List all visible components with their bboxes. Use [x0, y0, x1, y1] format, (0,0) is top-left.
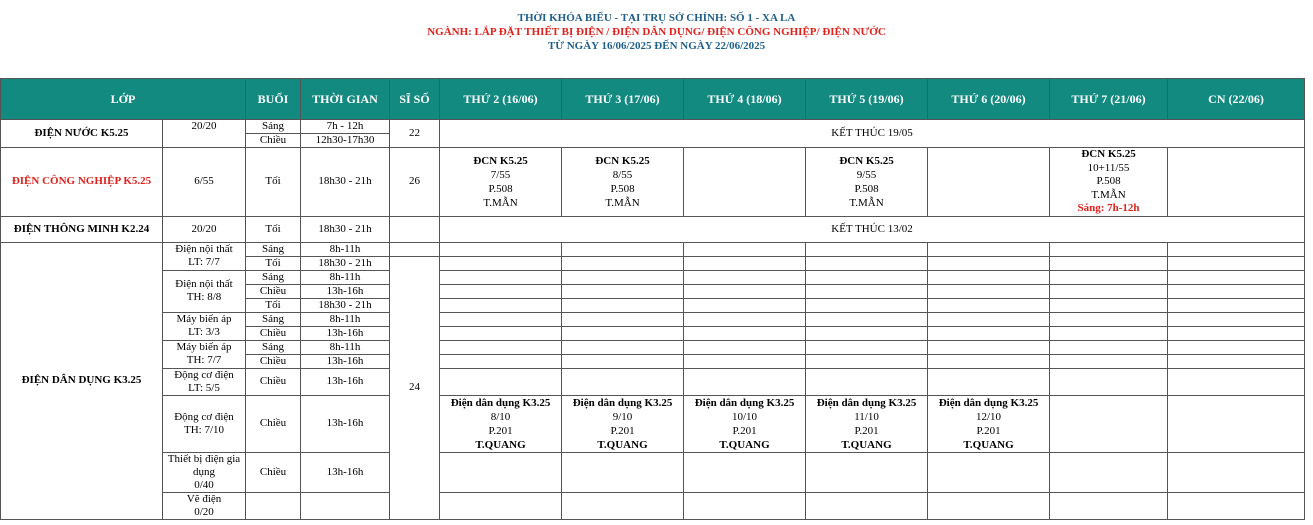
- class-name: ĐIỆN CÔNG NGHIỆP K5.25: [1, 148, 163, 217]
- lesson-progress: 11/10: [854, 410, 879, 423]
- lesson-room: P.508: [854, 182, 879, 195]
- empty-cell: [440, 284, 562, 298]
- module-progress: LT: 3/3: [188, 326, 220, 338]
- lesson-cell: [1050, 148, 1168, 217]
- empty-cell: [684, 340, 806, 354]
- module-name: Thiết bị điện gia: [167, 452, 241, 465]
- lesson-progress: 10/10: [731, 410, 758, 423]
- time: 8h-11h: [301, 340, 390, 354]
- class-name: ĐIỆN DÂN DỤNG K3.25: [1, 242, 163, 519]
- module-label: [163, 312, 246, 340]
- empty-cell: [562, 354, 684, 368]
- empty-cell: [1168, 326, 1305, 340]
- empty-cell: [928, 284, 1050, 298]
- module-progress: TH: 7/7: [186, 354, 222, 366]
- table-row: [1, 216, 1305, 242]
- col-thu-5: THỨ 5 (19/06): [806, 79, 928, 120]
- lesson-progress: 9/55: [856, 168, 877, 181]
- col-lop: LỚP: [1, 79, 246, 120]
- col-thoi-gian: THỜI GIAN: [301, 79, 390, 120]
- empty-cell: [1050, 452, 1168, 492]
- empty-cell: [928, 298, 1050, 312]
- lesson-cell: [562, 148, 684, 217]
- empty-cell: [1050, 270, 1168, 284]
- module-name: Điện nội thất: [175, 243, 233, 255]
- lesson-teacher: T.QUANG: [719, 438, 770, 451]
- empty-cell: [928, 312, 1050, 326]
- lesson-room: P.508: [488, 182, 513, 195]
- empty-cell: [1050, 395, 1168, 452]
- empty-cell: [1050, 354, 1168, 368]
- empty-cell: [1168, 395, 1305, 452]
- time: 18h30 - 21h: [301, 298, 390, 312]
- empty-cell: [562, 326, 684, 340]
- empty-cell: [806, 340, 928, 354]
- timetable: [0, 78, 1305, 520]
- session: Tối: [246, 256, 301, 270]
- empty-cell: [928, 340, 1050, 354]
- lesson-teacher: T.QUANG: [597, 438, 648, 451]
- empty-cell: [806, 326, 928, 340]
- class-name: ĐIỆN THÔNG MINH K2.24: [1, 216, 163, 242]
- time: 18h30 - 21h: [301, 148, 390, 217]
- empty-cell: [440, 340, 562, 354]
- lesson-teacher: T.MẪN: [605, 196, 640, 209]
- time: 18h30 - 21h: [301, 256, 390, 270]
- empty-cell: [1050, 312, 1168, 326]
- empty-cell: [684, 452, 806, 492]
- time: 8h-11h: [301, 242, 390, 256]
- empty-cell: [562, 312, 684, 326]
- empty-cell: [1168, 242, 1305, 256]
- col-thu-2: THỨ 2 (16/06): [440, 79, 562, 120]
- class-progress: 20/20: [163, 120, 246, 148]
- table-row: [1, 120, 1305, 134]
- enrollment: 26: [390, 148, 440, 217]
- time: 13h-16h: [301, 368, 390, 395]
- module-name: Máy biến áp: [176, 341, 232, 353]
- empty-cell: [1050, 242, 1168, 256]
- lesson-room: P.201: [854, 424, 879, 437]
- enrollment: 22: [390, 120, 440, 148]
- empty-cell: [1050, 298, 1168, 312]
- col-thu-4: THỨ 4 (18/06): [684, 79, 806, 120]
- empty-cell: [562, 242, 684, 256]
- empty-cell: [1050, 256, 1168, 270]
- lesson-teacher: T.QUANG: [475, 438, 526, 451]
- empty-cell: [440, 242, 562, 256]
- lesson-class: Điện dân dụng K3.25: [572, 396, 673, 409]
- lesson-class: Điện dân dụng K3.25: [450, 396, 551, 409]
- session: Tối: [246, 216, 301, 242]
- empty-cell: [440, 368, 562, 395]
- lesson-room: P.508: [610, 182, 635, 195]
- time: 8h-11h: [301, 270, 390, 284]
- session: Chiều: [246, 326, 301, 340]
- empty-cell: [684, 270, 806, 284]
- col-thu-6: THỨ 6 (20/06): [928, 79, 1050, 120]
- module-name: Động cơ điện: [174, 368, 234, 381]
- empty-cell: [1168, 298, 1305, 312]
- empty-cell: [562, 368, 684, 395]
- empty-cell: [440, 354, 562, 368]
- empty-cell: [440, 312, 562, 326]
- empty-cell: [1168, 452, 1305, 492]
- lesson-cell: [806, 148, 928, 217]
- module-label: [163, 452, 246, 492]
- session: Sáng: [246, 312, 301, 326]
- date-range: TỪ NGÀY 16/06/2025 ĐẾN NGÀY 22/06/2025: [547, 40, 766, 52]
- empty-cell: [562, 340, 684, 354]
- header-row: [1, 79, 1305, 120]
- empty-cell: [1050, 492, 1168, 519]
- empty-cell: [1050, 284, 1168, 298]
- time: [301, 492, 390, 519]
- empty-cell: [928, 492, 1050, 519]
- empty-cell: [928, 354, 1050, 368]
- time: 13h-16h: [301, 284, 390, 298]
- lesson-class: Điện dân dụng K3.25: [694, 396, 795, 409]
- module-progress: 0/20: [194, 505, 214, 518]
- empty-cell: [806, 298, 928, 312]
- table-row: [1, 368, 1305, 395]
- module-label: [163, 270, 246, 312]
- lesson-teacher: T.MẪN: [849, 196, 884, 209]
- lesson-progress: 8/10: [490, 410, 511, 423]
- empty-cell: [1168, 256, 1305, 270]
- empty-cell: [684, 492, 806, 519]
- time: 12h30-17h30: [301, 134, 390, 148]
- lesson-cell: [806, 395, 928, 452]
- session: Chiều: [246, 452, 301, 492]
- empty-cell: [1168, 148, 1305, 217]
- empty-cell: [440, 326, 562, 340]
- status-note: KẾT THÚC 13/02: [440, 216, 1305, 242]
- lesson-class: Điện dân dụng K3.25: [816, 396, 917, 409]
- lesson-class: ĐCN K5.25: [595, 154, 650, 167]
- lesson-cell: [684, 395, 806, 452]
- page-title: THỜI KHÓA BIỂU - TẠI TRỤ SỞ CHÍNH: SỐ 1 - XA LA: [517, 12, 796, 24]
- empty-cell: [562, 452, 684, 492]
- table-row: [1, 148, 1305, 217]
- session: Sáng: [246, 242, 301, 256]
- empty-cell: [1050, 340, 1168, 354]
- enrollment: 24: [390, 256, 440, 519]
- session: Chiều: [246, 354, 301, 368]
- lesson-progress: 8/55: [612, 168, 633, 181]
- session: Tối: [246, 298, 301, 312]
- lesson-extra-time: Sáng: 7h-12h: [1077, 202, 1140, 214]
- module-progress: 0/40: [194, 478, 214, 491]
- lesson-cell: [440, 395, 562, 452]
- module-progress: LT: 5/5: [188, 381, 220, 394]
- empty-cell: [1050, 368, 1168, 395]
- module-name: Điện nội thất: [175, 278, 233, 290]
- table-row: [1, 340, 1305, 354]
- empty-cell: [806, 284, 928, 298]
- lesson-room: P.201: [610, 424, 635, 437]
- lesson-class: Điện dân dụng K3.25: [938, 396, 1039, 409]
- empty-cell: [440, 270, 562, 284]
- empty-cell: [1168, 270, 1305, 284]
- lesson-room: P.508: [1096, 175, 1121, 187]
- empty-cell: [1168, 340, 1305, 354]
- class-progress: 20/20: [163, 216, 246, 242]
- empty-cell: [440, 298, 562, 312]
- table-row: [1, 270, 1305, 284]
- module-name-cont: dụng: [193, 465, 215, 478]
- empty-cell: [1168, 368, 1305, 395]
- empty-cell: [928, 452, 1050, 492]
- empty-cell: [928, 326, 1050, 340]
- status-note: KẾT THÚC 19/05: [440, 120, 1305, 148]
- major-title: NGÀNH: LẮP ĐẶT THIẾT BỊ ĐIỆN / ĐIỆN DÂN DỤNG/ ĐIỆN CÔNG NGHIỆP/ ĐIỆN NƯỚC: [427, 26, 886, 38]
- enrollment: [390, 242, 440, 256]
- empty-cell: [440, 256, 562, 270]
- lesson-room: P.201: [488, 424, 513, 437]
- col-buoi: BUỔI: [246, 79, 301, 120]
- session: Chiều: [246, 134, 301, 148]
- module-label: [163, 395, 246, 452]
- session: Chiều: [246, 368, 301, 395]
- empty-cell: [806, 270, 928, 284]
- module-name: Động cơ điện: [174, 410, 234, 423]
- session: Chiều: [246, 284, 301, 298]
- empty-cell: [684, 298, 806, 312]
- empty-cell: [562, 298, 684, 312]
- col-thu-7: THỨ 7 (21/06): [1050, 79, 1168, 120]
- time: 18h30 - 21h: [301, 216, 390, 242]
- lesson-progress: 9/10: [612, 410, 633, 423]
- table-row: [1, 312, 1305, 326]
- lesson-cell: [440, 148, 562, 217]
- module-label: [163, 492, 246, 519]
- empty-cell: [806, 452, 928, 492]
- lesson-class: ĐCN K5.25: [1081, 148, 1136, 160]
- session: [246, 492, 301, 519]
- empty-cell: [806, 242, 928, 256]
- module-label: [163, 242, 246, 270]
- session: Sáng: [246, 120, 301, 134]
- lesson-teacher: T.QUANG: [963, 438, 1014, 451]
- enrollment: [390, 216, 440, 242]
- lesson-teacher: T.QUANG: [841, 438, 892, 451]
- empty-cell: [928, 256, 1050, 270]
- lesson-class: ĐCN K5.25: [839, 154, 894, 167]
- col-cn: CN (22/06): [1168, 79, 1305, 120]
- lesson-progress: 7/55: [490, 168, 511, 181]
- col-si-so: SĨ SỐ: [390, 79, 440, 120]
- empty-cell: [562, 256, 684, 270]
- empty-cell: [684, 326, 806, 340]
- empty-cell: [684, 256, 806, 270]
- lesson-teacher: T.MẪN: [483, 196, 518, 209]
- empty-cell: [928, 270, 1050, 284]
- time: 8h-11h: [301, 312, 390, 326]
- col-thu-3: THỨ 3 (17/06): [562, 79, 684, 120]
- lesson-cell: [562, 395, 684, 452]
- module-name: Máy biến áp: [176, 313, 232, 325]
- empty-cell: [806, 492, 928, 519]
- time: 13h-16h: [301, 395, 390, 452]
- session: Sáng: [246, 340, 301, 354]
- empty-cell: [806, 368, 928, 395]
- table-row: [1, 492, 1305, 519]
- empty-cell: [684, 354, 806, 368]
- module-name: Vẽ điện: [186, 492, 222, 505]
- empty-cell: [1168, 354, 1305, 368]
- empty-cell: [684, 368, 806, 395]
- empty-cell: [928, 148, 1050, 217]
- time: 7h - 12h: [301, 120, 390, 134]
- empty-cell: [684, 148, 806, 217]
- empty-cell: [806, 312, 928, 326]
- module-progress: LT: 7/7: [188, 256, 220, 268]
- empty-cell: [440, 452, 562, 492]
- empty-cell: [1168, 284, 1305, 298]
- class-progress: 6/55: [163, 148, 246, 217]
- empty-cell: [1050, 326, 1168, 340]
- empty-cell: [562, 284, 684, 298]
- lesson-class: ĐCN K5.25: [473, 154, 528, 167]
- lesson-progress: 10+11/55: [1087, 161, 1130, 174]
- empty-cell: [684, 242, 806, 256]
- empty-cell: [440, 492, 562, 519]
- session: Tối: [246, 148, 301, 217]
- lesson-teacher: T.MẪN: [1091, 188, 1126, 201]
- session: Chiều: [246, 395, 301, 452]
- table-row: [1, 395, 1305, 452]
- empty-cell: [806, 354, 928, 368]
- module-label: [163, 340, 246, 368]
- lesson-room: P.201: [976, 424, 1001, 437]
- empty-cell: [1168, 312, 1305, 326]
- module-progress: TH: 7/10: [183, 423, 225, 436]
- empty-cell: [684, 284, 806, 298]
- time: 13h-16h: [301, 354, 390, 368]
- lesson-room: P.201: [732, 424, 757, 437]
- table-row: [1, 242, 1305, 256]
- empty-cell: [684, 312, 806, 326]
- module-label: [163, 368, 246, 395]
- empty-cell: [928, 368, 1050, 395]
- empty-cell: [562, 492, 684, 519]
- empty-cell: [928, 242, 1050, 256]
- empty-cell: [1168, 492, 1305, 519]
- lesson-progress: 12/10: [975, 410, 1002, 423]
- table-row: [1, 452, 1305, 492]
- time: 13h-16h: [301, 452, 390, 492]
- empty-cell: [562, 270, 684, 284]
- empty-cell: [806, 256, 928, 270]
- module-progress: TH: 8/8: [186, 291, 222, 303]
- session: Sáng: [246, 270, 301, 284]
- lesson-cell: [928, 395, 1050, 452]
- time: 13h-16h: [301, 326, 390, 340]
- class-name: ĐIỆN NƯỚC K5.25: [1, 120, 163, 148]
